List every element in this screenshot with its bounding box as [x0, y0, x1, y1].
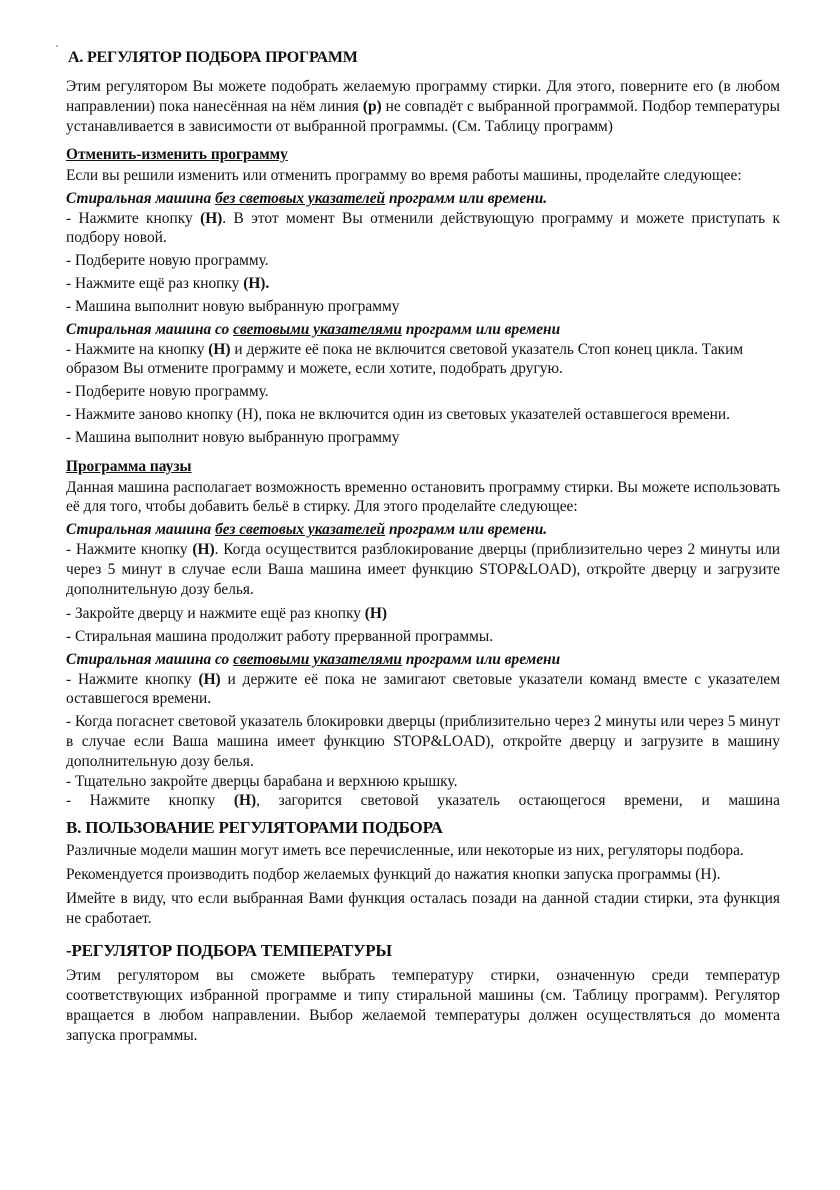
document-page	[66, 48, 780, 1050]
temperature-p1: Этим регулятором вы сможете выбрать температуру стирки, означенную среди температур соответствующих избранной программе и типу стиральной машины (см. Таблицу программ). Регулятор вращается в любом направлении. Выбор желаемой температуры должен осуществляться до момента запуска программы.	[66, 967, 780, 1044]
pause-with-lights-step-1: - Нажмите кнопку (Н) и держите её пока не замигают световые указатели команд вместе с указателем оставшегося времени.	[66, 671, 780, 707]
cancel-with-lights-step-1: - Нажмите на кнопку (Н) и держите её пока не включится световой указатель Стоп конец цикла. Таким образом Вы отмените программу и можете, если хотите, подобрать другую.	[66, 341, 744, 377]
cancel-intro: Если вы решили изменить или отменить программу во время работы машины, проделайте следующее:	[66, 167, 742, 184]
section-b-p3: Имейте в виду, что если выбранная Вами функция осталась позади на данной стадии стирки, эта функция не сработает.	[66, 890, 780, 927]
section-b-p2: Рекомендуется производить подбор желаемых функций до нажатия кнопки запуска программы (Н).	[66, 866, 721, 883]
cancel-heading: Отменить-изменить программу	[66, 146, 288, 163]
section-a-intro: Этим регулятором Вы можете подобрать желаемую программу стирки. Для этого, поверните его (в любом направлении) пока нанесённая на нём линия (р) не совпадёт с выбранной программой. Подбор температуры устанавливается в зависимости от выбранной программы. (См. Таблицу программ)	[66, 78, 780, 135]
pause-with-lights-heading: Стиральная машина со световыми указателями программ или времени	[66, 651, 561, 668]
pause-no-lights-step-3: - Стиральная машина продолжит работу прерванной программы.	[66, 628, 494, 645]
section-b-p1: Различные модели машин могут иметь все перечисленные, или некоторые из них, регуляторы подбора.	[66, 842, 744, 859]
pause-no-lights-heading: Стиральная машина без световых указателей программ или времени.	[66, 521, 548, 538]
cancel-no-lights-step-2: - Подберите новую программу.	[66, 252, 269, 269]
cancel-with-lights-heading: Стиральная машина со световыми указателями программ или времени	[66, 321, 561, 338]
scan-speck	[56, 45, 58, 47]
section-b-heading: В. ПОЛЬЗОВАНИЕ РЕГУЛЯТОРАМИ ПОДБОРА	[66, 818, 443, 837]
pause-no-lights-step-2: - Закройте дверцу и нажмите ещё раз кнопку (Н)	[66, 605, 387, 622]
cancel-with-lights-step-3: - Нажмите заново кнопку (Н), пока не включится один из световых указателей оставшегося времени.	[66, 406, 731, 423]
cancel-with-lights-step-4: - Машина выполнит новую выбранную программу	[66, 429, 400, 446]
cancel-no-lights-step-1: - Нажмите кнопку (Н). В этот момент Вы отменили действующую программу и можете приступать к подбору новой.	[66, 210, 780, 246]
pause-heading: Программа паузы	[66, 458, 192, 475]
section-a-heading: А. РЕГУЛЯТОР ПОДБОРА ПРОГРАММ	[68, 49, 358, 66]
cancel-no-lights-step-4: - Машина выполнит новую выбранную программу	[66, 298, 400, 315]
pause-with-lights-step-4: - Нажмите кнопку (Н), загорится световой указатель остающегося времени, и машина	[66, 792, 780, 809]
cancel-no-lights-step-3: - Нажмите ещё раз кнопку (Н).	[66, 275, 270, 292]
pause-no-lights-step-1: - Нажмите кнопку (Н). Когда осуществится разблокирование дверцы (приблизительно через 2 минуты или через 5 минут в случае если Ваша машина имеет функцию STOP&LOAD), откройте дверцу и загрузите дополнительную дозу белья.	[66, 541, 780, 598]
pause-intro: Данная машина располагает возможность временно остановить программу стирки. Вы можете использовать её для того, чтобы добавить бельё в стирку. Для этого проделайте следующее:	[66, 479, 780, 515]
cancel-no-lights-heading: Стиральная машина без световых указателей программ или времени.	[66, 190, 548, 207]
cancel-with-lights-step-2: - Подберите новую программу.	[66, 383, 269, 400]
pause-with-lights-step-3: - Тщательно закройте дверцы барабана и верхнюю крышку.	[66, 773, 458, 790]
temperature-heading: -РЕГУЛЯТОР ПОДБОРА ТЕМПЕРАТУРЫ	[66, 941, 392, 960]
pause-with-lights-step-2: - Когда погаснет световой указатель блокировки дверцы (приблизительно через 2 минуты или через 5 минут в случае если Ваша машина имеет функцию STOP&LOAD), откройте дверцу и загрузите в машину дополнительную дозу белья.	[66, 713, 780, 770]
